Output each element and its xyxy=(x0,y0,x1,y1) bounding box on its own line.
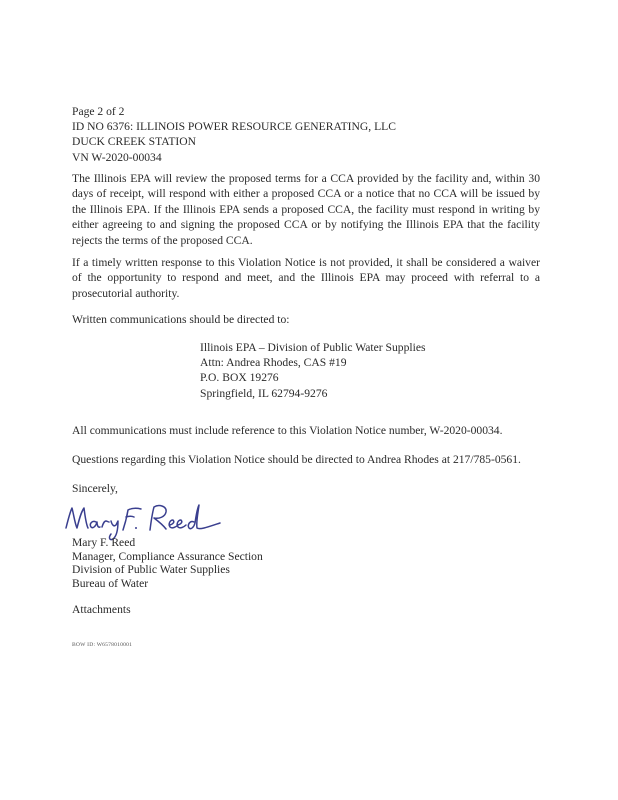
bow-id: BOW ID: W6578010001 xyxy=(72,642,133,648)
violation-notice-number: VN W-2020-00034 xyxy=(72,150,162,164)
signer-name: Mary F. Reed xyxy=(72,536,136,549)
paragraph-questions: Questions regarding this Violation Notice should be directed to Andrea Rhodes at 217/785-0561. xyxy=(72,453,521,466)
mailing-address xyxy=(200,340,425,401)
paragraph-reference: All communications must include reference to this Violation Notice number, W-2020-00034. xyxy=(72,424,503,437)
signature-block xyxy=(72,536,263,590)
signer-bureau: Bureau of Water xyxy=(72,576,149,590)
address-line-2: Attn: Andrea Rhodes, CAS #19 xyxy=(200,356,347,370)
page-number: Page 2 of 2 xyxy=(72,105,125,118)
address-line-3: P.O. BOX 19276 xyxy=(200,371,279,385)
station-name: DUCK CREEK STATION xyxy=(72,135,197,149)
signer-division: Division of Public Water Supplies xyxy=(72,563,230,577)
paragraph-cca-review: The Illinois EPA will review the proposed terms for a CCA provided by the facility and, within 30 days of receipt, will respond with either a proposed CCA or a notice that no CCA will be issued by the Illinois EPA. If the Illinois EPA sends a proposed CCA, the facility must respond in writing by either agreeing to and signing the proposed CCA or by notifying the Illinois EPA that the facility rejects the terms of the proposed CCA. xyxy=(72,172,540,247)
paragraph-directions: Written communications should be directed to: xyxy=(72,313,290,326)
letter-header xyxy=(72,104,396,165)
address-line-4: Springfield, IL 62794-9276 xyxy=(200,386,328,400)
paragraph-waiver: If a timely written response to this Violation Notice is not provided, it shall be considered a waiver of the opportunity to respond and meet, and the Illinois EPA may proceed with referral to a prosecutorial authority. xyxy=(72,256,540,300)
closing-salutation: Sincerely, xyxy=(72,482,118,495)
address-line-1: Illinois EPA – Division of Public Water Supplies xyxy=(200,341,426,354)
signer-title: Manager, Compliance Assurance Section xyxy=(72,549,263,563)
facility-id-line: ID NO 6376: ILLINOIS POWER RESOURCE GENERATING, LLC xyxy=(72,120,396,134)
attachments-label: Attachments xyxy=(72,603,131,616)
